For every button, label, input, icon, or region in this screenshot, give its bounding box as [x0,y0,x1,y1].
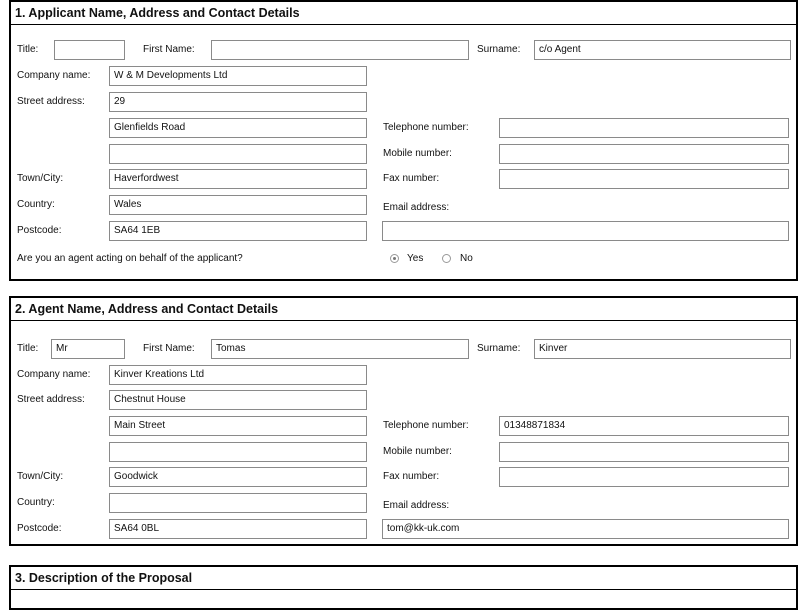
telephone-field[interactable]: 01348871834 [499,416,789,436]
fax-field[interactable] [499,467,789,487]
street-address-label: Street address: [17,96,85,107]
applicant-section [9,0,798,281]
agent-question-label: Are you an agent acting on behalf of the applicant? [17,253,243,264]
postcode-field[interactable]: SA64 1EB [109,221,367,241]
first-name-field[interactable] [211,40,469,60]
section-title: 2. Agent Name, Address and Contact Details [11,298,796,321]
country-field[interactable]: Wales [109,195,367,215]
agent-section [9,296,798,546]
section-title: 3. Description of the Proposal [11,567,796,590]
telephone-label: Telephone number: [383,420,469,431]
town-city-label: Town/City: [17,173,64,184]
agent-no-radio[interactable] [442,254,451,263]
postcode-label: Postcode: [17,225,62,236]
town-city-field[interactable]: Haverfordwest [109,169,367,189]
street-address-line-1[interactable]: Chestnut House [109,390,367,410]
town-city-field[interactable]: Goodwick [109,467,367,487]
first-name-field[interactable]: Tomas [211,339,469,359]
street-address-line-2[interactable]: Glenfields Road [109,118,367,138]
email-label: Email address: [383,500,450,511]
fax-label: Fax number: [383,173,440,184]
company-name-label: Company name: [17,369,91,380]
first-name-label: First Name: [143,44,195,55]
proposal-section [9,565,798,610]
agent-yes-radio[interactable] [390,254,399,263]
company-name-field[interactable]: Kinver Kreations Ltd [109,365,367,385]
title-field[interactable]: Mr [51,339,125,359]
email-label: Email address: [383,202,450,213]
first-name-label: First Name: [143,343,195,354]
street-address-line-1[interactable]: 29 [109,92,367,112]
email-field[interactable] [382,221,789,241]
mobile-label: Mobile number: [383,148,452,159]
agent-no-label[interactable]: No [460,253,473,264]
mobile-field[interactable] [499,144,789,164]
street-address-label: Street address: [17,394,85,405]
telephone-label: Telephone number: [383,122,469,133]
section-title: 1. Applicant Name, Address and Contact Details [11,2,796,25]
telephone-field[interactable] [499,118,789,138]
surname-label: Surname: [477,44,521,55]
title-label: Title: [17,343,39,354]
town-city-label: Town/City: [17,471,64,482]
postcode-label: Postcode: [17,523,62,534]
surname-label: Surname: [477,343,521,354]
country-label: Country: [17,497,55,508]
company-name-field[interactable]: W & M Developments Ltd [109,66,367,86]
street-address-line-2[interactable]: Main Street [109,416,367,436]
title-field[interactable] [54,40,125,60]
street-address-line-3[interactable] [109,144,367,164]
postcode-field[interactable]: SA64 0BL [109,519,367,539]
fax-field[interactable] [499,169,789,189]
company-name-label: Company name: [17,70,91,81]
mobile-field[interactable] [499,442,789,462]
title-label: Title: [17,44,39,55]
country-label: Country: [17,199,55,210]
mobile-label: Mobile number: [383,446,452,457]
agent-yes-label[interactable]: Yes [407,253,424,264]
surname-field[interactable]: c/o Agent [534,40,791,60]
street-address-line-3[interactable] [109,442,367,462]
surname-field[interactable]: Kinver [534,339,791,359]
country-field[interactable] [109,493,367,513]
fax-label: Fax number: [383,471,440,482]
email-field[interactable]: tom@kk-uk.com [382,519,789,539]
